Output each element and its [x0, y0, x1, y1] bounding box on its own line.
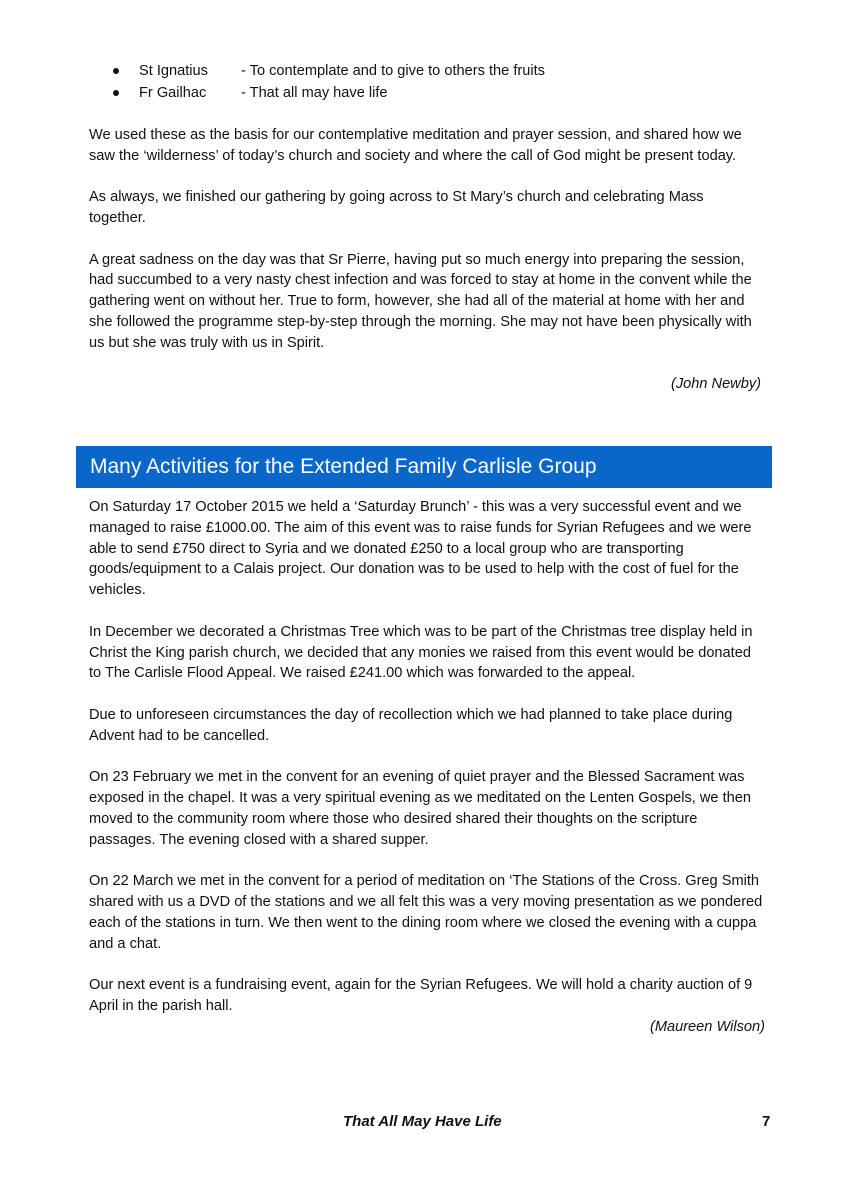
list-item — [89, 82, 761, 104]
bullet-list — [89, 60, 761, 104]
paragraph: A great sadness on the day was that Sr Pierre, having put so much energy into preparing the session, had succumbed to a very nasty chest infection and was forced to stay at home in the convent while the gathering went on without her. True to form, however, she had all of the material at home with her and she followed the programme step-by-step through the morning. She may not have been physically with us but she was truly with us in Spirit. — [89, 251, 752, 351]
paragraph: Due to unforeseen circumstances the day of recollection which we had planned to take place during Advent had to be cancelled. — [89, 706, 733, 744]
footer-title: That All May Have Life — [343, 1113, 502, 1130]
section-heading: Many Activities for the Extended Family Carlisle Group — [76, 446, 772, 488]
bullet-name: Fr Gailhac — [139, 85, 207, 101]
paragraph: On 23 February we met in the convent for an evening of quiet prayer and the Blessed Sacrament was exposed in the chapel. It was a very spiritual evening as we meditated on the Lenten Gospels, we then moved to the community room where those who desired shared their thoughts on the scripture passages. The evening closed with a shared supper. — [89, 769, 751, 848]
paragraph: As always, we finished our gathering by going across to St Mary’s church and celebrating Mass together. — [89, 189, 704, 226]
author-signature: (Maureen Wilson) — [649, 1018, 765, 1035]
paragraph: In December we decorated a Christmas Tree which was to be part of the Christmas tree display held in Christ the King parish church, we decided that any monies we raised from this event would be donated to The Carlisle Flood Appeal. We raised £241.00 which was forwarded to the appeal. — [89, 623, 753, 682]
paragraph: Our next event is a fundraising event, again for the Syrian Refugees. We will hold a charity auction of 9 April in the parish hall. — [89, 977, 753, 1015]
list-item — [89, 60, 761, 82]
section-2 — [89, 497, 765, 1038]
bullet-description: - That all may have life — [241, 85, 388, 101]
paragraph: We used these as the basis for our contemplative meditation and prayer session, and shared how we saw the ‘wilderness’ of today’s church and society and where the call of God might be present today. — [89, 126, 742, 164]
bullet-name: St Ignatius — [139, 63, 208, 79]
bullet-icon — [113, 90, 119, 96]
bullet-icon — [113, 68, 119, 74]
bullet-description: - To contemplate and to give to others the fruits — [241, 63, 545, 79]
paragraph: On Saturday 17 October 2015 we held a ‘Saturday Brunch’ - this was a very successful event and we managed to raise £1000.00. The aim of this event was to raise funds for Syrian Refugees and we were able to send £750 direct to Syria and we donated £250 to a local group who are transporting goods/equipment to a Calais project. Our donation was to be used to help with the cost of fuel for the vehicles. — [89, 499, 752, 599]
author-signature: (John Newby) — [670, 376, 761, 393]
page-number: 7 — [762, 1113, 771, 1130]
section-1 — [89, 60, 761, 395]
paragraph: On 22 March we met in the convent for a period of meditation on ‘The Stations of the Cross. Greg Smith shared with us a DVD of the stations and we all felt this was a very moving presentation as we pondered each of the stations in turn. We then went to the dining room where we closed the evening with a cuppa and a chat. — [89, 873, 763, 952]
